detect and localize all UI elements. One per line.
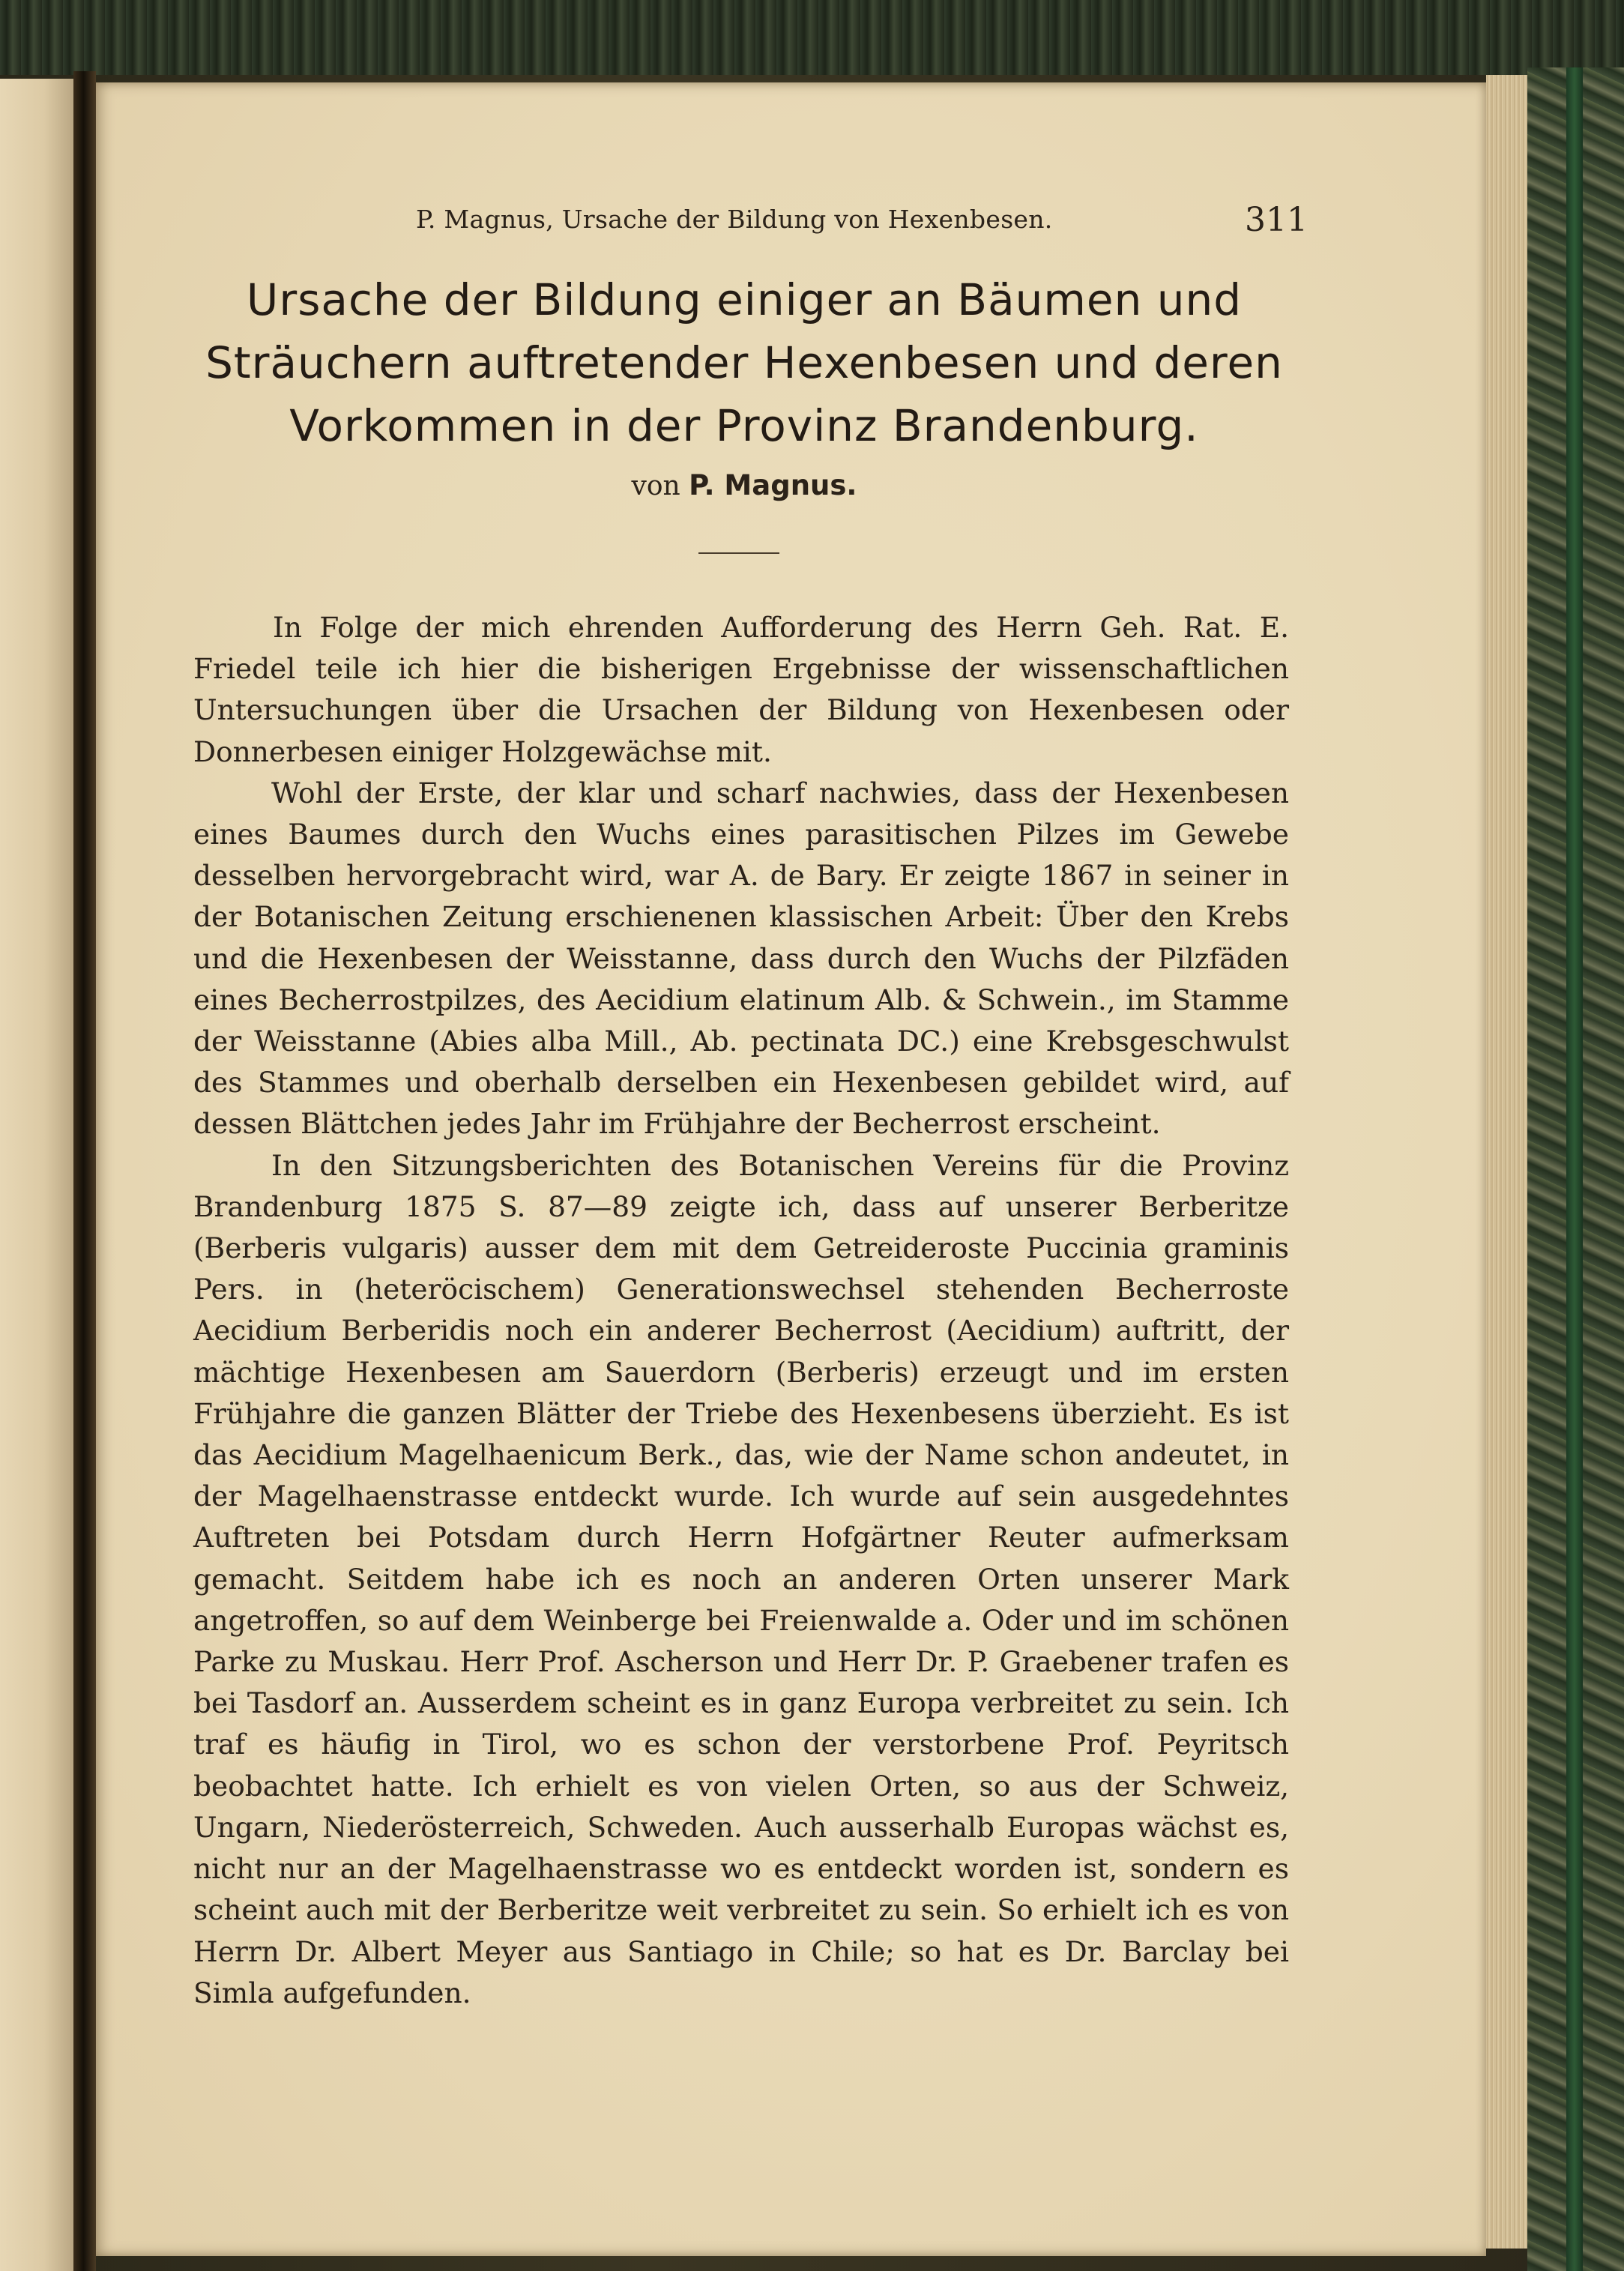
title-line: Sträuchern auftretender Hexenbesen und deren xyxy=(205,337,1283,388)
body-paragraph: In Folge der mich ehrenden Aufforderung des Herrn Geh. Rat. E. Friedel teile ich hier die bisherigen Ergebnisse der wissenschaftlichen Untersuchungen über die Ursachen der Bildung von Hexenbesen oder Donnerbesen einiger Holzgewächse mit. xyxy=(193,611,1289,768)
title-line: Ursache der Bildung einiger an Bäumen und xyxy=(246,274,1243,325)
article-body xyxy=(193,607,1289,2014)
article-title xyxy=(197,268,1291,457)
book-top-edge xyxy=(0,0,1624,75)
body-paragraph: In den Sitzungsberichten des Botanischen Vereins für die Provinz Brandenburg 1875 S. 87—89 zeigte ich, dass auf unserer Berberitze (Berberis vulgaris) ausser dem mit dem Getreideroste Puccinia graminis Pers. in (heteröcischem) Generationswechsel stehenden Becherroste Aecidium Berberidis noch ein anderer Becherrost (Aecidium) auftritt, der mächtige Hexenbesen am Sauerdorn (Berberis) erzeugt und im ersten Frühjahre die ganzen Blätter der Triebe des Hexenbesens überzieht. Es ist das Aecidium Magelhaenicum Berk., das, wie der Name schon andeutet, in der Magelhaenstrasse entdeckt wurde. Ich wurde auf sein ausgedehntes Auftreten bei Potsdam durch Herrn Hofgärtner Reuter aufmerksam gemacht. Seitdem habe ich es noch an anderen Orten unserer Mark angetroffen, so auf dem Weinberge bei Freienwalde a. Oder und im schönen Parke zu Muskau. Herr Prof. Ascherson und Herr Dr. P. Graebener trafen es bei Tasdorf an. Ausserdem scheint es in ganz Europa verbreitet zu sein. Ich traf es häufig in Tirol, wo es schon der verstorbene Prof. Peyritsch beobachtet hatte. Ich erhielt es von vielen Orten, so aus der Schweiz, Ungarn, Niederösterreich, Schweden. Auch ausserhalb Europas wächst es, nicht nur an der Magelhaenstrasse wo es entdeckt worden ist, sondern es scheint auch mit der Berberitze weit verbreitet zu sein. So erhielt ich es von Herrn Dr. Albert Meyer aus Santiago in Chile; so hat es Dr. Barclay bei Simla aufgefunden. xyxy=(193,1148,1289,2009)
page-fore-edge xyxy=(1486,75,1527,2249)
page-number: 311 xyxy=(1245,201,1308,239)
title-line: Vorkommen in der Provinz Brandenburg. xyxy=(289,400,1199,451)
book-gutter xyxy=(73,71,96,2271)
author-name: P. Magnus. xyxy=(689,469,857,501)
title-divider xyxy=(698,552,779,554)
byline-prefix: von xyxy=(631,471,680,501)
body-paragraph: Wohl der Erste, der klar und scharf nachwies, dass der Hexenbesen eines Baumes durch den Wuchs eines parasitischen Pilzes im Gewebe desselben hervorgebracht wird, war A. de Bary. Er zeigte 1867 in seiner in der Botanischen Zeitung erschienenen klassischen Arbeit: Über den Krebs und die Hexenbesen der Weisstanne, dass durch den Wuchs der Pilzfäden eines Becherrostpilzes, des Aecidium elatinum Alb. & Schwein., im Stamme der Weisstanne (Abies alba Mill., Ab. pectinata DC.) eine Krebsgeschwulst des Stammes und oberhalb derselben ein Hexenbesen gebildet wird, auf dessen Blättchen jedes Jahr im Frühjahre der Becherrost erscheint. xyxy=(193,776,1289,1141)
cover-spine-strip xyxy=(1566,67,1583,2271)
running-head: P. Magnus, Ursache der Bildung von Hexenbesen. xyxy=(416,205,1053,234)
facing-page-edge xyxy=(0,79,73,2271)
byline xyxy=(197,469,1291,501)
